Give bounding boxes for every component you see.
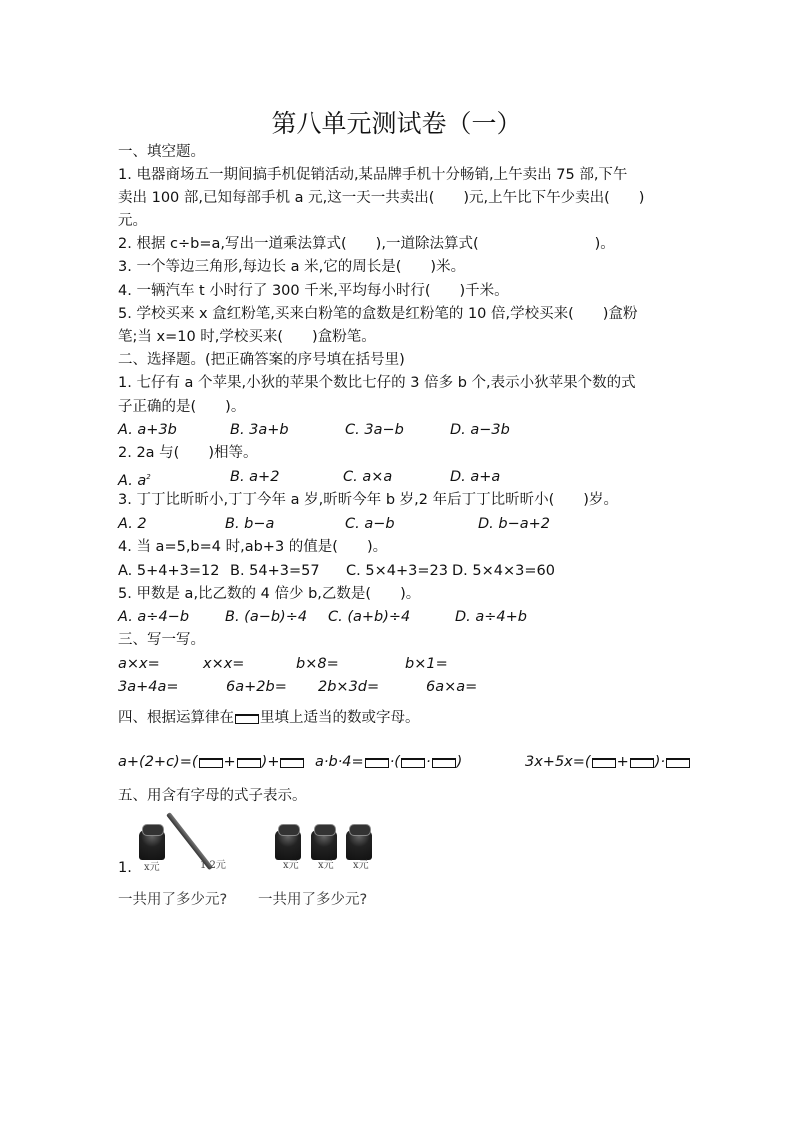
ink-bottle-icon [139,830,165,860]
section1-heading: 一、填空题。 [118,144,205,160]
option: B. (a−b)÷4 [225,609,308,625]
q1-line: 1. 七仔有 a 个苹果,小狄的苹果个数比七仔的 3 倍多 b 个,表示小狄苹果个数的式 [118,375,636,391]
equation-1 [118,752,305,772]
section4-heading [118,708,420,728]
option: A. a÷4−b [118,609,190,625]
blank-box[interactable] [432,758,456,768]
page-title: 第八单元测试卷（一） [271,109,522,138]
s1-line: 元。 [118,213,147,229]
section2-heading: 二、选择题。(把正确答案的序号填在括号里) [118,352,405,368]
option: C. a−b [345,516,395,532]
question-text: 一共用了多少元? [118,892,228,908]
option: D. a+a [450,469,501,485]
expression: 3a+4a= [118,679,179,695]
price-label: x元 [353,860,369,871]
s1-line: 3. 一个等边三角形,每边长 a 米,它的周长是( )米。 [118,259,466,275]
option: A. 5+4+3=12 [118,563,220,579]
option: C. (a+b)÷4 [328,609,411,625]
heading-text: 四、根据运算律在 [118,710,234,726]
s1-line: 5. 学校买来 x 盒红粉笔,买来白粉笔的盒数是红粉笔的 10 倍,学校买来( )盒粉 [118,306,638,322]
eq-part: + [616,754,629,770]
s1-line: 1. 电器商场五一期间搞手机促销活动,某品牌手机十分畅销,上午卖出 75 部,下午 [118,167,628,183]
eq-part: ·( [389,754,400,770]
section3-heading: 三、写一写。 [118,632,205,648]
eq-part: a+(2+c)=( [118,754,198,770]
eq-part: 3x+5x=( [525,754,591,770]
option: C. 5×4+3=23 [346,563,448,579]
blank-box[interactable] [199,758,223,768]
eq-part: + [223,754,236,770]
blank-box[interactable] [666,758,690,768]
option: B. 54+3=57 [230,563,320,579]
blank-box[interactable] [280,758,304,768]
option: D. a−3b [450,422,510,438]
problem-number: 1. [118,860,132,876]
option: C. 3a−b [345,422,404,438]
q4-line: 4. 当 a=5,b=4 时,ab+3 的值是( )。 [118,539,388,555]
superscript: 2 [146,473,151,481]
blank-box[interactable] [237,758,261,768]
expression: x×x= [203,656,245,672]
eq-part: ) [456,754,463,770]
option: B. a+2 [230,469,280,485]
expression: 2b×3d= [318,679,380,695]
blank-box[interactable] [401,758,425,768]
equation-3 [525,752,691,772]
option: B. 3a+b [230,422,289,438]
option [118,467,151,491]
price-label: x元 [283,860,299,871]
heading-text: 里填上适当的数或字母。 [260,710,420,726]
s1-line: 4. 一辆汽车 t 小时行了 300 千米,平均每小时行( )千米。 [118,283,509,299]
option: C. a×a [343,469,393,485]
option: D. a÷4+b [455,609,527,625]
expression: a×x= [118,656,160,672]
question-text: 一共用了多少元? [258,892,368,908]
option: A. a+3b [118,422,177,438]
option: B. b−a [225,516,275,532]
blank-box[interactable] [592,758,616,768]
q1-line: 子正确的是( )。 [118,399,246,415]
option: D. 5×4×3=60 [452,563,555,579]
eq-part: )· [654,754,666,770]
price-label: x元 [318,860,334,871]
expression: b×1= [405,656,448,672]
section5-heading: 五、用含有字母的式子表示。 [118,788,307,804]
s1-line: 2. 根据 c÷b=a,写出一道乘法算式( ),一道除法算式( )。 [118,236,615,252]
blank-box[interactable] [630,758,654,768]
blank-box[interactable] [365,758,389,768]
s1-line: 笔;当 x=10 时,学校买来( )盒粉笔。 [118,329,376,345]
option-text: A. a [118,472,147,489]
q3-line: 3. 丁丁比昕昕小,丁丁今年 a 岁,昕昕今年 b 岁,2 年后丁丁比昕昕小( )岁。 [118,492,618,508]
eq-part: · [425,754,431,770]
equation-2 [315,752,462,772]
q5-line: 5. 甲数是 a,比乙数的 4 倍少 b,乙数是( )。 [118,586,421,602]
expression: b×8= [296,656,339,672]
option: A. 2 [118,516,147,532]
option: D. b−a+2 [478,516,550,532]
blank-box [235,714,259,724]
s1-line: 卖出 100 部,已知每部手机 a 元,这一天一共卖出( )元,上午比下午少卖出( ) [118,190,645,206]
expression: 6a+2b= [226,679,287,695]
q2-line: 2. 2a 与( )相等。 [118,445,258,461]
expression: 6a×a= [426,679,478,695]
eq-part: a·b·4= [315,754,364,770]
price-label: x元 [144,862,160,873]
price-label: 1.2元 [200,860,226,871]
eq-part: )+ [261,754,280,770]
